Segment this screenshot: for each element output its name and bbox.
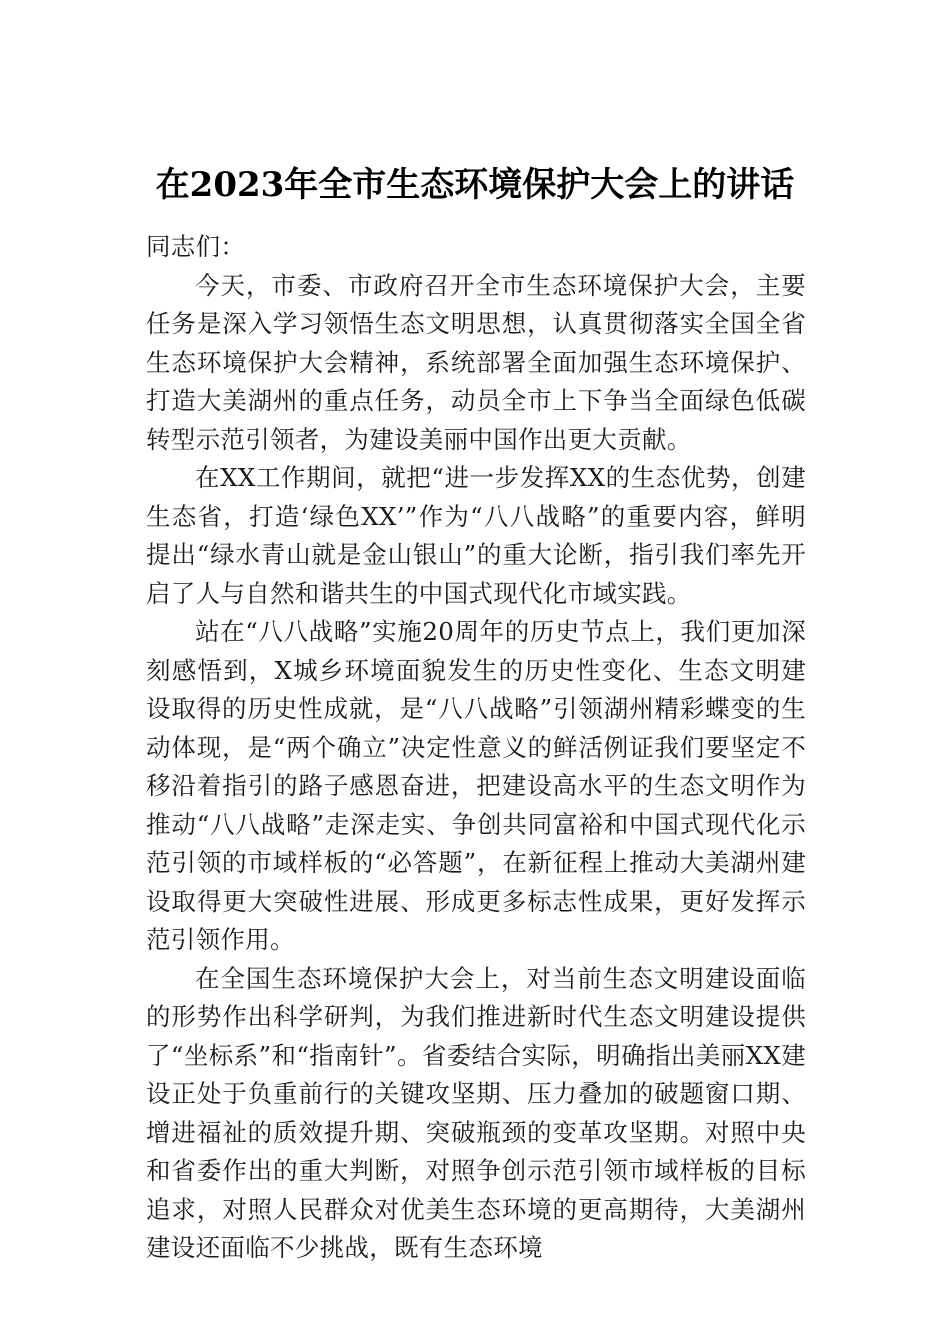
document-title: 在2023年全市生态环境保护大会上的讲话 <box>155 165 795 205</box>
paragraph-2: 在XX工作期间，就把“进一步发挥XX的生态优势，创建生态省，打造‘绿色XX’”作为“八八战略”的重要内容，鲜明提出“绿水青山就是金山银山”的重大论断，指引我们率先开启了人与自然和谐共生的中国式现代化市域实践。 <box>146 463 806 608</box>
document-body <box>146 228 806 1268</box>
salutation: 同志们： <box>146 232 246 261</box>
paragraph-1: 今天，市委、市政府召开全市生态环境保护大会，主要任务是深入学习领悟生态文明思想，认真贯彻落实全国全省生态环境保护大会精神，系统部署全面加强生态环境保护、打造大美湖州的重点任务，动员全市上下争当全面绿色低碳转型示范引领者，为建设美丽中国作出更大贡献。 <box>146 270 806 454</box>
paragraph-3: 站在“八八战略”实施20周年的历史节点上，我们更加深刻感悟到，X城乡环境面貌发生的历史性变化、生态文明建设取得的历史性成就，是“八八战略”引领湖州精彩蝶变的生动体现，是“两个确立”决定性意义的鲜活例证我们要坚定不移沿着指引的路子感恩奋进，把建设高水平的生态文明作为推动“八八战略”走深走实、争创共同富裕和中国式现代化示范引领的市域样板的“必答题”，在新征程上推动大美湖州建设取得更大突破性进展、形成更多标志性成果，更好发挥示范引领作用。 <box>146 617 806 954</box>
paragraph-4: 在全国生态环境保护大会上，对当前生态文明建设面临的形势作出科学研判，为我们推进新时代生态文明建设提供了“坐标系”和“指南针”。省委结合实际，明确指出美丽XX建设正处于负重前行的关键攻坚期、压力叠加的破题窗口期、增进福祉的质效提升期、突破瓶颈的变革攻坚期。对照中央和省委作出的重大判断，对照争创示范引领市域样板的目标追求，对照人民群众对优美生态环境的更高期待，大美湖州建设还面临不少挑战，既有生态环境 <box>146 963 806 1262</box>
